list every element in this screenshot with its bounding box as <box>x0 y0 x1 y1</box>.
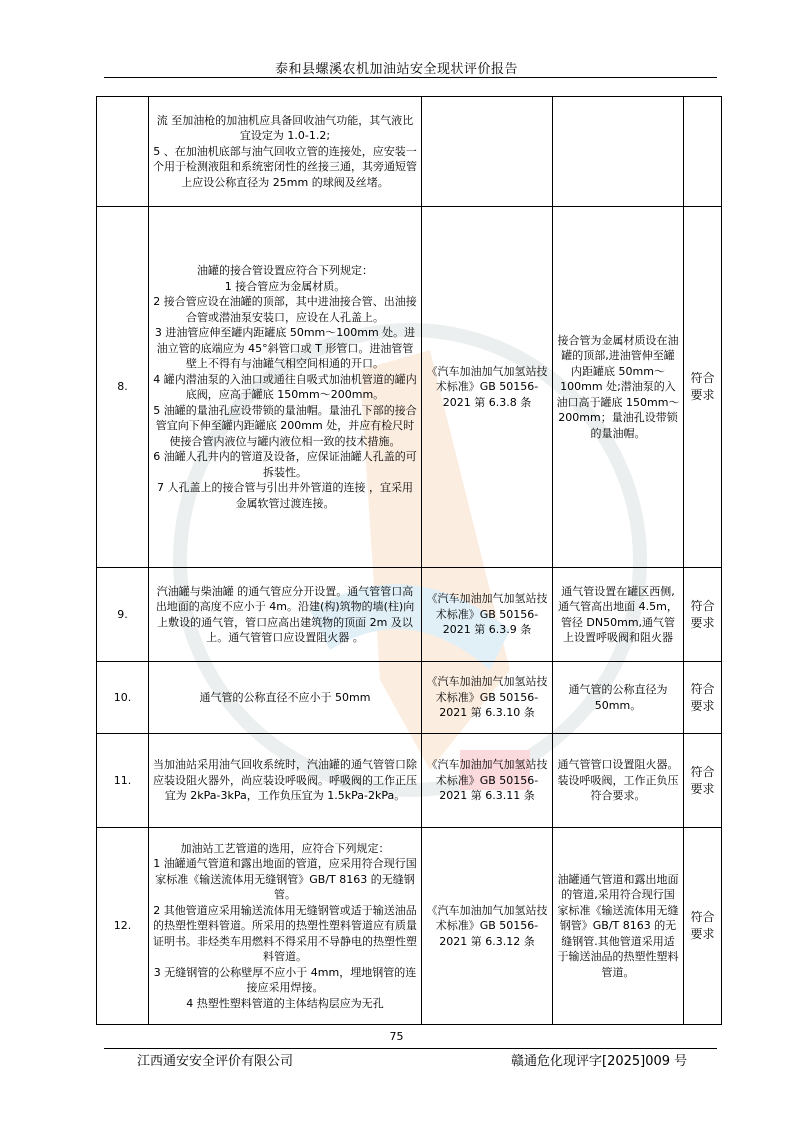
conclusion-cell: 符合要求 <box>684 568 722 662</box>
table-row <box>97 662 722 734</box>
page-number: 75 <box>389 1030 404 1043</box>
header-divider <box>104 77 717 78</box>
requirement-cell <box>149 828 422 1025</box>
requirement-cell <box>149 97 422 207</box>
requirement-line: 3 进油管应伸至罐内距罐底 50mm～100mm 处。进油立管的底端应为 45°斜管口或 T 形管口。进油管管壁上不得有与油罐气相空间相通的开口。 <box>154 326 416 370</box>
requirement-line: 6 油罐人孔井内的管道及设备，应保证油罐人孔盖的可拆装性。 <box>153 450 417 479</box>
basis-cell: 《汽车加油加气加氢站技术标准》GB 50156-2021 第 6.3.11 条 <box>422 734 553 828</box>
requirement-line: 2 其他管道应采用输送流体用无缝钢管或适于输送油品的热塑性塑料管道。所采用的热塑性塑料管道应有质量证明书。非烃类车用燃料不得采用不导静电的热塑性塑料管道。 <box>153 903 417 964</box>
result-cell: 通气管管口设置阻火器。装设呼吸阀，工作正负压符合要求。 <box>553 734 684 828</box>
requirement-line: 4 罐内潜油泵的入油口或通往自吸式加油机管道的罐内底阀，应高于罐底 150mm～200mm。 <box>153 372 417 401</box>
table-row <box>97 97 722 207</box>
row-number: 11. <box>97 734 149 828</box>
table-row <box>97 568 722 662</box>
requirement-line: 5 油罐的量油孔应设带锁的量油帽。量油孔下部的接合管宜向下伸至罐内距罐底 200mm 处，并应有检尺时使接合管内液位与罐内液位相一致的技术措施。 <box>153 403 417 448</box>
table-row <box>97 828 722 1025</box>
table-row <box>97 734 722 828</box>
basis-cell: 《汽车加油加气加氢站技术标准》GB 50156-2021 第 6.3.12 条 <box>422 828 553 1025</box>
row-number: 9. <box>97 568 149 662</box>
table-row <box>97 207 722 568</box>
requirement-cell <box>149 734 422 828</box>
conclusion-cell: 符合要求 <box>684 828 722 1025</box>
requirement-line: 油罐的接合管设置应符合下列规定： <box>197 264 373 277</box>
requirement-cell <box>149 207 422 568</box>
footer-report-number: 赣通危化现评字[2025]009 号 <box>511 1054 688 1069</box>
conclusion-cell <box>684 97 722 207</box>
footer-divider <box>104 1048 717 1049</box>
basis-cell <box>422 97 553 207</box>
requirement-line: 3 无缝钢管的公称壁厚不应小于 4mm，埋地钢管的连接应采用焊接。 <box>153 965 417 995</box>
result-cell: 接合管为金属材质设在油罐的顶部,进油管伸至罐内距罐底 50mm～100mm 处;潜油泵的入油口高于罐底 150mm～200mm；量油孔设带锁的量油帽。 <box>553 207 684 568</box>
basis-cell: 《汽车加油加气加氢站技术标准》GB 50156-2021 第 6.3.8 条 <box>422 207 553 568</box>
row-number: 10. <box>97 662 149 734</box>
basis-cell: 《汽车加油加气加氢站技术标准》GB 50156-2021 第 6.3.9 条 <box>422 568 553 662</box>
requirement-line: 1 油罐通气管道和露出地面的管道，应采用符合现行国家标准《输送流体用无缝钢管》GB/T 8163 的无缝钢管。 <box>153 857 417 902</box>
conclusion-cell: 符合要求 <box>684 662 722 734</box>
requirement-line: 4 热塑性塑料管道的主体结构层应为无孔 <box>186 996 384 1010</box>
page-header-title: 泰和县螺溪农机加油站安全现状评价报告 <box>274 62 518 77</box>
result-cell: 油罐通气管道和露出地面的管道,采用符合现行国家标准《输送流体用无缝钢管》GB/T 8163 的无缝钢管.其他管道采用适于输送油品的热塑性塑料管道。 <box>553 828 684 1025</box>
row-number <box>97 97 149 207</box>
basis-cell: 《汽车加油加气加氢站技术标准》GB 50156-2021 第 6.3.10 条 <box>422 662 553 734</box>
requirement-line: 通气管的公称直径不应小于 50mm <box>199 690 371 704</box>
footer-company: 江西通安安全评价有限公司 <box>137 1054 294 1069</box>
requirement-cell <box>149 662 422 734</box>
requirement-line: 2 接合管应设在油罐的顶部，其中进油接合管、出油接合管或潜油泵安装口，应设在人孔盖上。 <box>153 295 417 324</box>
conclusion-cell: 符合要求 <box>684 207 722 568</box>
requirement-line: 当加油站采用油气回收系统时，汽油罐的通气管管口除应装设阻火器外，尚应装设呼吸阀。呼吸阀的工作正压宜为 2kPa-3kPa，工作负压宜为 1.5kPa-2kPa。 <box>153 758 417 803</box>
requirement-line: 流 至加油枪的加油机应具备回收油气功能，其气液比宜设定为 1.0-1.2; <box>156 113 414 143</box>
requirement-line: 7 人孔盖上的接合管与引出井外管道的连接 ，宜采用金属软管过渡连接。 <box>157 481 413 510</box>
result-cell: 通气管设置在罐区西侧,通气管高出地面 4.5m，管径 DN50mm,通气管上设置呼吸阀和阻火器 <box>553 568 684 662</box>
row-number: 8. <box>97 207 149 568</box>
requirement-line: 1 接合管应为金属材质。 <box>224 279 346 293</box>
requirement-line: 加油站工艺管道的选用，应符合下列规定： <box>180 841 390 855</box>
requirement-cell <box>149 568 422 662</box>
requirement-line: 汽油罐与柴油罐 的通气管应分开设置。通气管管口高出地面的高度不应小于 4m。沿建(构)筑物的墙(柱)向上敷设的通气管，管口应高出建筑物的顶面 2m 及以上。通气管管口应设置阻火器 。 <box>155 584 415 644</box>
requirement-line: 5 、在加油机底部与油气回收立管的连接处，应安装一个用于检测液阻和系统密闭性的丝接三通，其旁通短管上应设公称直径为 25mm 的球阀及丝堵。 <box>153 144 417 189</box>
conclusion-cell: 符合要求 <box>684 734 722 828</box>
evaluation-table <box>96 96 722 1025</box>
row-number: 12. <box>97 828 149 1025</box>
result-cell <box>553 97 684 207</box>
result-cell: 通气管的公称直径为 50mm。 <box>553 662 684 734</box>
